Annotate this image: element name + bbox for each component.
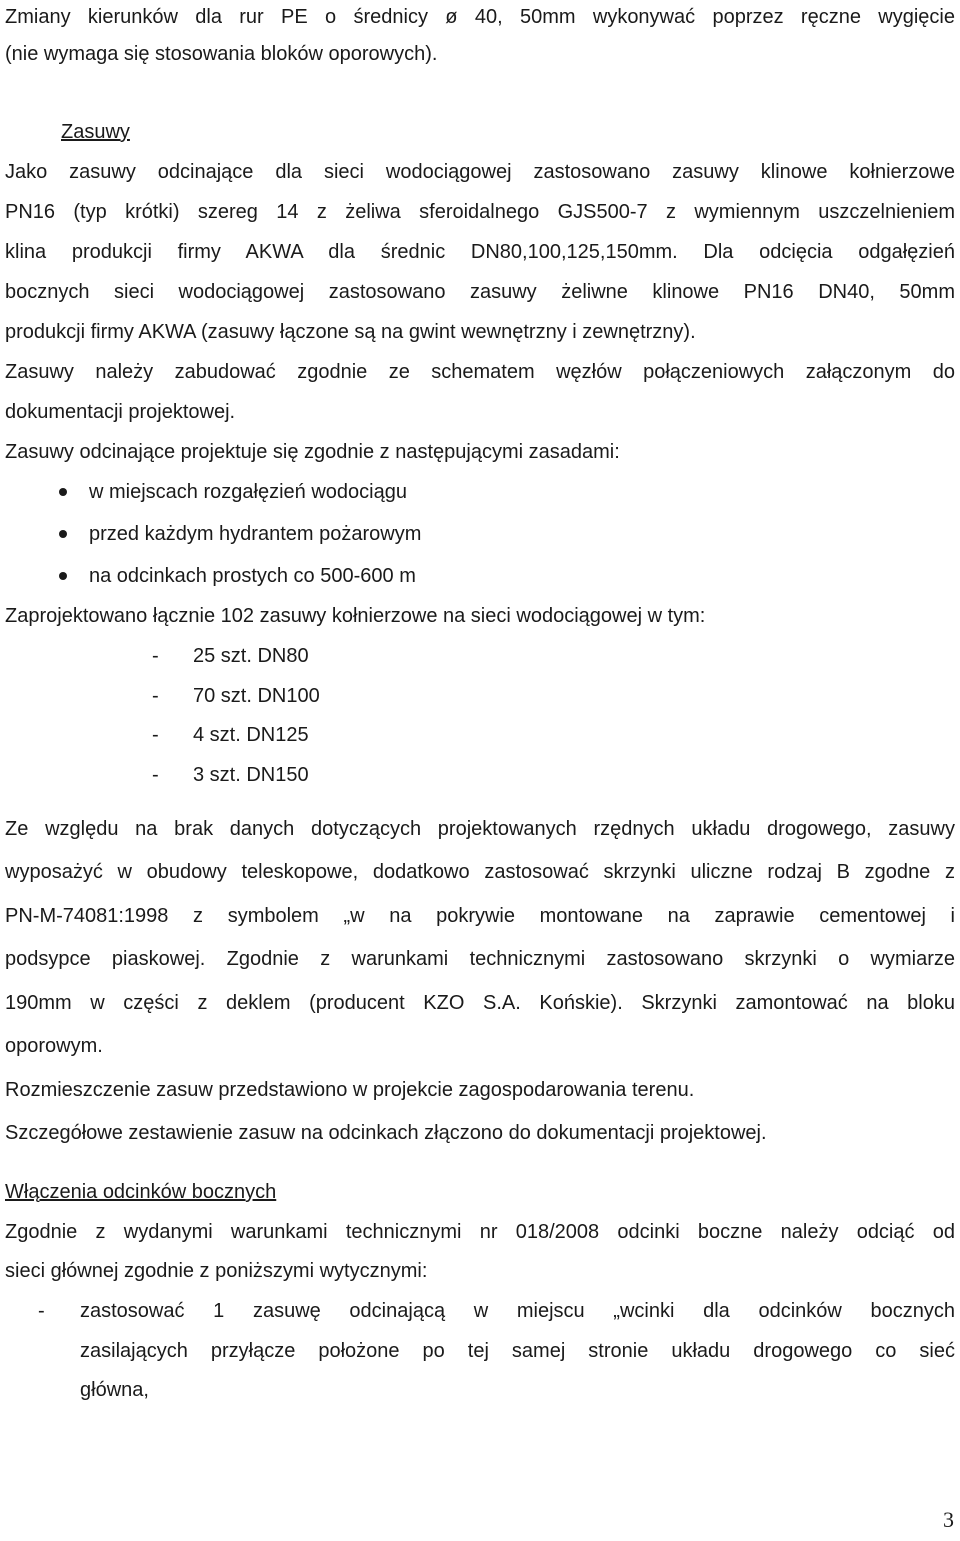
s1-para3-line-1: Ze względu na brak danych dotyczących projektowanych rzędnych układu drogowego, zasuwy — [5, 818, 955, 840]
section-heading-wlaczenia: Włączenia odcinków bocznych — [5, 1181, 277, 1203]
s1-para5: Szczegółowe zestawienie zasuw na odcinkach złączono do dokumentacji projektowej. — [5, 1122, 767, 1144]
s1-rules-intro: Zasuwy odcinające projektuje się zgodnie z następującymi zasadami: — [5, 441, 620, 463]
dash-marker: - — [152, 645, 159, 667]
s1-para1-line-3: klina produkcji firmy AKWA dla średnic DN80,100,125,150mm. Dla odcięcia odgałęzień — [5, 241, 955, 263]
s1-para3-line-2: wyposażyć w obudowy teleskopowe, dodatkowo zastosować skrzynki uliczne rodzaj B zgodne z — [5, 861, 955, 883]
dash-marker: - — [152, 685, 159, 707]
s1-para1-line-5: produkcji firmy AKWA (zasuwy łączone są na gwint wewnętrzny i zewnętrzny). — [5, 321, 696, 343]
rule-item-3: na odcinkach prostych co 500-600 m — [89, 565, 416, 587]
count-item-4: 3 szt. DN150 — [193, 764, 309, 786]
s1-para1-line-1: Jako zasuwy odcinające dla sieci wodociągowej zastosowano zasuwy klinowe kołnierzowe — [5, 161, 955, 183]
dash-marker: - — [152, 724, 159, 746]
dash-marker: - — [152, 764, 159, 786]
s1-para1-line-2: PN16 (typ krótki) szereg 14 z żeliwa sferoidalnego GJS500-7 z wymiennym uszczelnieniem — [5, 201, 955, 223]
section-heading-zasuwy: Zasuwy — [61, 121, 130, 143]
dash-marker: - — [38, 1300, 45, 1322]
s1-para3-line-5: 190mm w części z deklem (producent KZO S.A. Końskie). Skrzynki zamontować na bloku — [5, 992, 955, 1014]
rule-item-1: w miejscach rozgałęzień wodociągu — [89, 481, 407, 503]
s2-item1-line-3: główna, — [80, 1379, 149, 1401]
page-number: 3 — [943, 1507, 954, 1532]
count-item-1: 25 szt. DN80 — [193, 645, 309, 667]
s1-para3-line-6: oporowym. — [5, 1035, 103, 1057]
s2-para1-line-2: sieci głównej zgodnie z poniższymi wytycznymi: — [5, 1260, 428, 1282]
s1-para1-line-4: bocznych sieci wodociągowej zastosowano zasuwy żeliwne klinowe PN16 DN40, 50mm — [5, 281, 955, 303]
bullet-icon — [59, 530, 67, 538]
bullet-icon — [59, 572, 67, 580]
intro-line-2: (nie wymaga się stosowania bloków oporowych). — [5, 43, 438, 65]
intro-line-1: Zmiany kierunków dla rur PE o średnicy ø 40, 50mm wykonywać poprzez ręczne wygięcie — [5, 6, 955, 28]
s1-para3-line-3: PN-M-74081:1998 z symbolem „w na pokrywie montowane na zaprawie cementowej i — [5, 905, 955, 927]
s1-para2-line-1: Zasuwy należy zabudować zgodnie ze schematem węzłów połączeniowych załączonym do — [5, 361, 955, 383]
s1-para2-line-2: dokumentacji projektowej. — [5, 401, 236, 423]
bullet-icon — [59, 488, 67, 496]
rule-item-2: przed każdym hydrantem pożarowym — [89, 523, 422, 545]
count-item-3: 4 szt. DN125 — [193, 724, 309, 746]
s2-item1-line-1: zastosować 1 zasuwę odcinającą w miejscu „wcinki dla odcinków bocznych — [80, 1300, 955, 1322]
s2-item1-line-2: zasilających przyłącze położone po tej samej stronie układu drogowego co sieć — [80, 1340, 955, 1362]
s2-para1-line-1: Zgodnie z wydanymi warunkami technicznymi nr 018/2008 odcinki boczne należy odciąć od — [5, 1221, 955, 1243]
s1-para3-line-4: podsypce piaskowej. Zgodnie z warunkami technicznymi zastosowano skrzynki o wymiarze — [5, 948, 955, 970]
s1-para4: Rozmieszczenie zasuw przedstawiono w projekcie zagospodarowania terenu. — [5, 1079, 695, 1101]
count-item-2: 70 szt. DN100 — [193, 685, 320, 707]
s1-count-intro: Zaprojektowano łącznie 102 zasuwy kołnierzowe na sieci wodociągowej w tym: — [5, 605, 706, 627]
